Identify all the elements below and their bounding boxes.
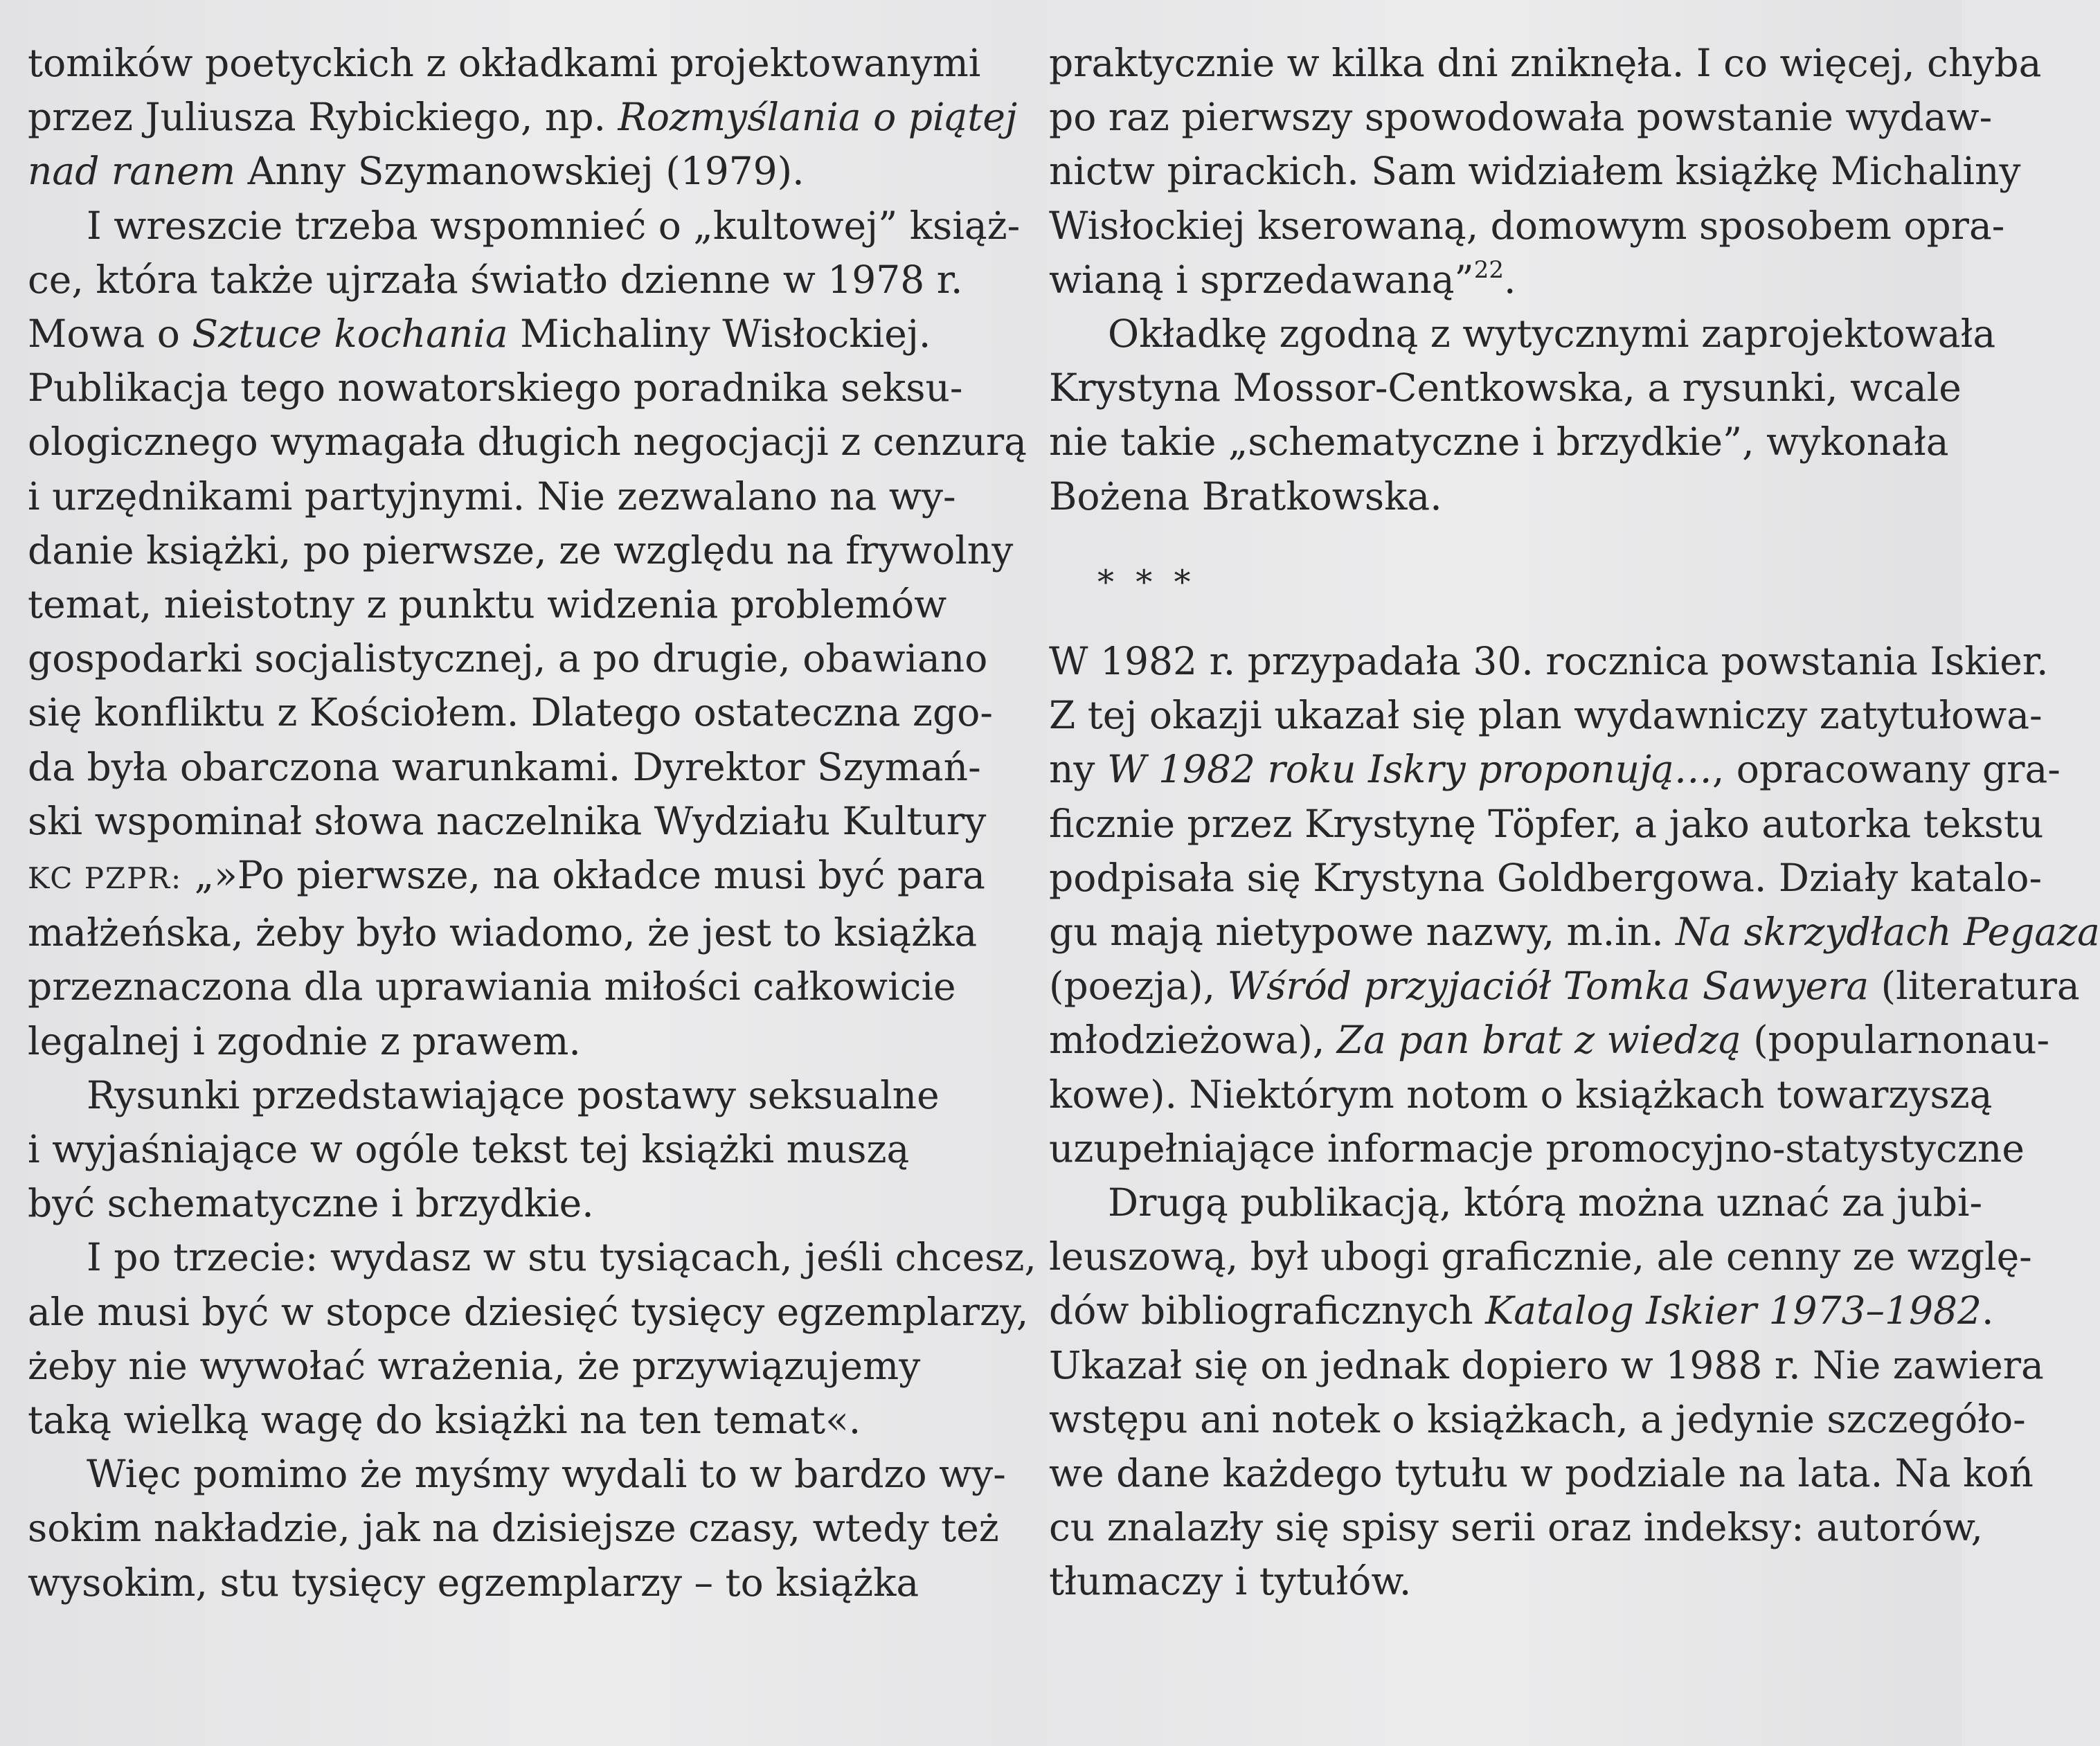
footnote-reference: 22 [1473, 255, 1504, 284]
text-run: (literatura [1869, 964, 2080, 1009]
text-line [28, 307, 1004, 361]
text-line [1049, 959, 2080, 1013]
text-line: ologicznego wymagała długich negocjacji z cenzurą [28, 420, 1027, 465]
text-line: żeby nie wywołać wrażenia, że przywiązujemy [28, 1343, 921, 1388]
text-line: się konfliktu z Kościołem. Dlatego ostateczna zgo- [28, 690, 993, 735]
text-line: małżeńska, żeby było wiadomo, że jest to książka [28, 910, 978, 955]
text-line [28, 144, 1004, 198]
italic-title: Za pan brat z wiedzą [1336, 1018, 1741, 1063]
text-line [1049, 253, 1953, 307]
paragraph-start: Więc pomimo że myśmy wydali to w bardzo wy- [87, 1452, 1006, 1497]
text-run: młodzieżowa), [1049, 1018, 1337, 1063]
text-line: tłumaczy i tytułów. [1049, 1559, 1412, 1604]
text-line: ski wspominał słowa naczelnika Wydziału Kultury [28, 798, 987, 843]
text-line: Wisłockiej kserowaną, domowym sposobem opra- [1049, 203, 2005, 248]
text-line: danie książki, po pierwsze, ze względu na frywolny [28, 528, 1014, 573]
text-line: Publikacja tego nowatorskiego poradnika seksu- [28, 366, 963, 411]
left-text-column [28, 36, 1036, 1610]
text-line: legalnej i zgodnie z prawem. [28, 1018, 581, 1063]
paragraph-start: I wreszcie trzeba wspomnieć o „kultowej” książ- [87, 203, 1021, 248]
text-line: podpisała się Krystyna Goldbergowa. Działy katalo- [1049, 855, 2043, 900]
text-line: Ukazał się on jednak dopiero w 1988 r. Nie zawiera [1049, 1342, 2044, 1387]
text-line: taką wielką wagę do książki na ten temat«. [28, 1398, 861, 1443]
text-line [28, 848, 1004, 906]
text-run: dów bibliograficznych [1049, 1288, 1486, 1333]
text-run: wianą i sprzedawaną” [1049, 257, 1474, 302]
text-line: wstępu ani notek o książkach, a jedynie szczegóło- [1049, 1396, 2026, 1441]
text-line: wysokim, stu tysięcy egzemplarzy – to książka [28, 1560, 919, 1605]
text-line: nictw pirackich. Sam widziałem książkę Michaliny [1049, 149, 2021, 194]
text-line: kowe). Niektórym notom o książkach towarzyszą [1049, 1072, 1993, 1117]
text-line: Krystyna Mossor-Centkowska, a rysunki, wcale [1049, 366, 1962, 411]
text-run: , opracowany gra- [1712, 747, 2061, 792]
italic-title: Rozmyślania o piątej [618, 95, 1018, 140]
text-line [1049, 1013, 2050, 1067]
italic-title: W 1982 roku Iskry proponują… [1106, 747, 1712, 792]
text-line: leuszową, był ubogi graficznie, ale cenny ze wzglę- [1049, 1234, 2032, 1279]
text-run: „»Po pierwsze, na okładce musi być para [182, 853, 985, 898]
italic-title: Katalog Iskier 1973–1982 [1485, 1288, 1982, 1333]
paragraph-start: Rysunki przedstawiające postawy seksualne [87, 1072, 940, 1117]
paragraph-start: I po trzecie: wydasz w stu tysiącach, jeśli chcesz, [87, 1235, 1036, 1280]
text-line: ale musi być w stopce dziesięć tysięcy egzemplarzy, [28, 1289, 1029, 1334]
right-text-column [1049, 36, 2100, 1609]
text-line: nie takie „schematyczne i brzydkie”, wykonała [1049, 420, 1949, 465]
text-line: i urzędnikami partyjnymi. Nie zezwalano na wy- [28, 474, 956, 519]
text-run: przez Juliusza Rybickiego, np. [28, 95, 618, 140]
italic-title: Sztuce kochania [192, 312, 508, 357]
text-line: ce, która także ujrzała światło dzienne w 1978 r. [28, 257, 963, 302]
text-line: temat, nieistotny z punktu widzenia problemów [28, 582, 947, 627]
italic-title: Na skrzydłach Pegaza [1676, 910, 2100, 955]
text-line: da była obarczona warunkami. Dyrektor Szymań- [28, 744, 981, 789]
text-line: uzupełniające informacje promocyjno-statystyczne [1049, 1126, 2025, 1171]
text-run: (poezja), [1049, 964, 1228, 1009]
text-line [1049, 1284, 1994, 1338]
text-line: być schematyczne i brzydkie. [28, 1181, 594, 1226]
text-run: gu mają nietypowe nazwy, m.in. [1049, 910, 1676, 955]
text-run: . [1503, 257, 1516, 302]
text-run: ny [1049, 747, 1107, 792]
section-break-asterisks: * * * [1097, 562, 1196, 602]
text-run: . [1981, 1288, 1994, 1333]
text-line: gospodarki socjalistycznej, a po drugie, obawiano [28, 636, 988, 681]
text-run: Mowa o [28, 312, 192, 357]
text-run: Michaliny Wisłockiej. [508, 312, 931, 357]
text-line: we dane każdego tytułu w podziale na lata. Na koń [1049, 1451, 2034, 1496]
text-line: tomików poetyckich z okładkami projektowanymi [28, 41, 981, 85]
text-line: przeznaczona dla uprawiania miłości całkowicie [28, 964, 956, 1009]
text-line: i wyjaśniające w ogóle tekst tej książki muszą [28, 1127, 910, 1172]
paragraph-start: W 1982 r. przypadała 30. rocznica powstania Iskier. [1049, 639, 2049, 684]
text-line: praktycznie w kilka dni zniknęła. I co więcej, chyba [1049, 41, 2042, 85]
italic-title: nad ranem [28, 149, 236, 194]
text-line: Z tej okazji ukazał się plan wydawniczy zatytułowa- [1049, 693, 2043, 738]
text-line: sokim nakładzie, jak na dzisiejsze czasy, wtedy też [28, 1506, 999, 1551]
small-caps-abbreviation: KC PZPR: [28, 861, 183, 896]
text-run: (popularnonau- [1741, 1018, 2050, 1063]
paragraph-start: Okładkę zgodną z wytycznymi zaprojektowała [1108, 312, 1996, 357]
text-line [1049, 742, 2061, 796]
text-line: po raz pierwszy spowodowała powstanie wydaw- [1049, 95, 1993, 140]
text-line: Bożena Bratkowska. [1049, 474, 1442, 519]
text-line: ficznie przez Krystynę Töpfer, a jako autorka tekstu [1049, 801, 2044, 846]
paragraph-start: Drugą publikacją, którą można uznać za jubi- [1108, 1180, 1983, 1225]
text-line [28, 90, 1018, 144]
italic-title: Wśród przyjaciół Tomka Sawyera [1227, 964, 1869, 1009]
text-line [1049, 905, 2100, 959]
text-run: Anny Szymanowskiej (1979). [235, 149, 805, 194]
text-line: cu znalazły się spisy serii oraz indeksy: autorów, [1049, 1505, 1983, 1550]
